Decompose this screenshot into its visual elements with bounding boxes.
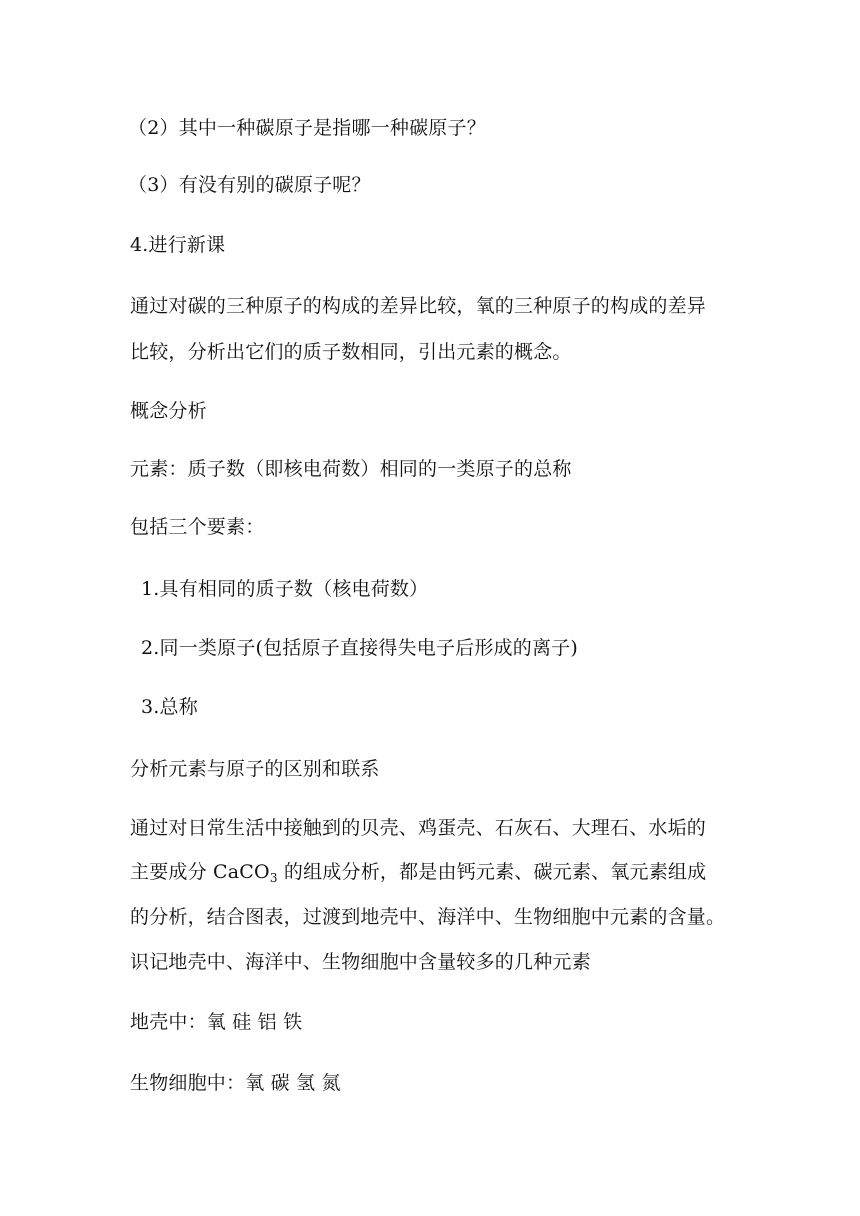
paragraph-line: 比较，分析出它们的质子数相同，引出元素的概念。 (130, 341, 572, 363)
paragraph-line: 通过对日常生活中接触到的贝壳、鸡蛋壳、石灰石、大理石、水垢的 (130, 817, 707, 839)
list-item-1: 1.具有相同的质子数（核电荷数） (141, 578, 429, 600)
formula-prefix: 主要成分 CaCO (130, 861, 270, 883)
paragraph-line-formula (130, 860, 706, 884)
list-item-3: 3.总称 (141, 696, 198, 718)
list-item-2: 2.同一类原子(包括原子直接得失电子后形成的离子) (141, 637, 578, 659)
subheading-element-atom-relation: 分析元素与原子的区别和联系 (130, 758, 380, 780)
question-2-line: （2）其中一种碳原子是指哪一种碳原子？ (128, 117, 486, 139)
subheading-concept-analysis: 概念分析 (130, 400, 207, 422)
paragraph-line: 的分析，结合图表，过渡到地壳中、海洋中、生物细胞中元素的含量。 (130, 906, 726, 928)
definition-line: 元素：质子数（即核电荷数）相同的一类原子的总称 (130, 458, 572, 480)
formula-suffix: 的组成分析，都是由钙元素、碳元素、氧元素组成 (277, 861, 707, 883)
question-3-line: （3）有没有别的碳原子呢？ (128, 174, 371, 196)
crust-elements-line: 地壳中：氧 硅 铝 铁 (130, 1011, 303, 1033)
section-heading-new-lesson: 4.进行新课 (130, 234, 226, 256)
cell-elements-line: 生物细胞中：氧 碳 氢 氮 (130, 1072, 341, 1094)
formula-subscript: 3 (269, 871, 278, 885)
paragraph-line: 识记地壳中、海洋中、生物细胞中含量较多的几种元素 (130, 951, 591, 973)
paragraph-line: 包括三个要素： (130, 516, 265, 538)
paragraph-line: 通过对碳的三种原子的构成的差异比较，氧的三种原子的构成的差异 (130, 295, 707, 317)
